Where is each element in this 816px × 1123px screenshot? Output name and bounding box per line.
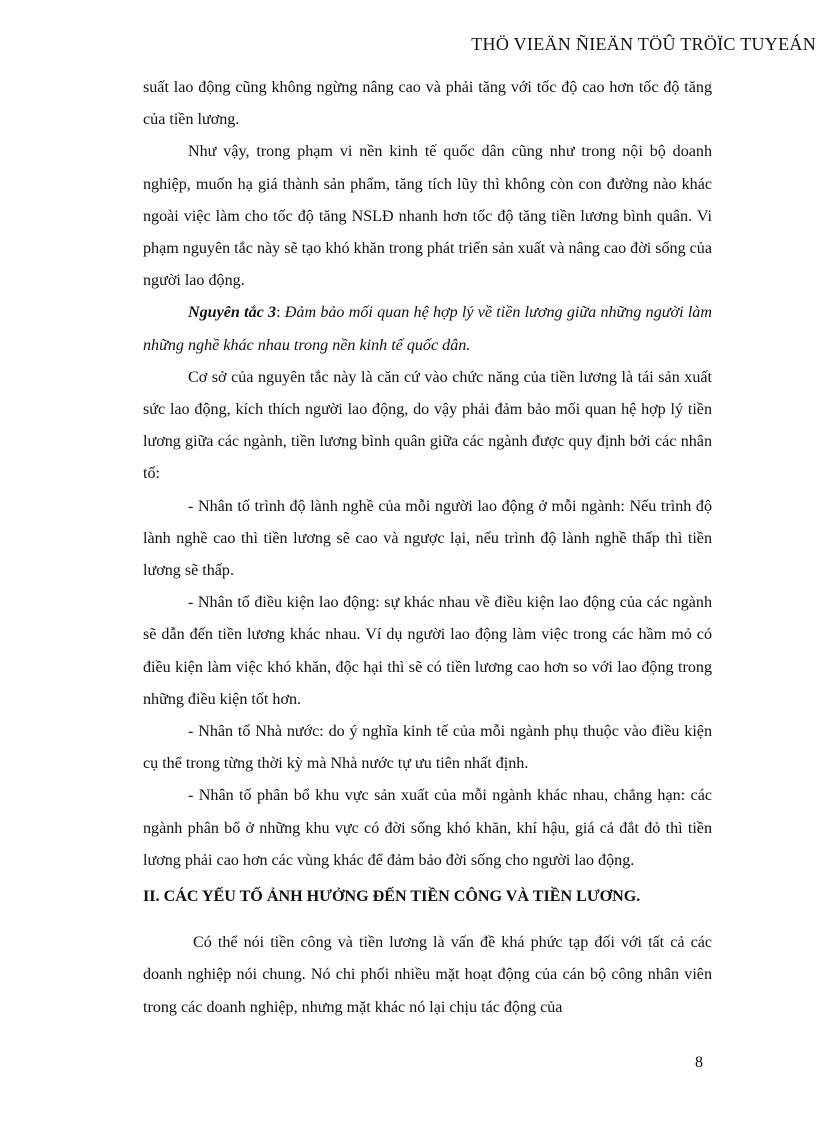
principle-text: Đảm bảo mối quan hệ hợp lý về tiền lương giữa những người làm những nghề khác nhau trong nền kinh tế quốc dân.: [143, 304, 712, 354]
paragraph: suất lao động cũng không ngừng nâng cao và phải tăng với tốc độ cao hơn tốc độ tăng của tiền lương.: [143, 79, 712, 129]
page-header: THÖ VIEÄN ÑIEÄN TÖÛ TRÖÏC TUYEÁN: [471, 34, 816, 54]
principle-separator: :: [276, 304, 285, 322]
paragraph: Như vậy, trong phạm vi nền kinh tế quốc dân cũng như trong nội bộ doanh nghiệp, muốn hạ giá thành sản phẩm, tăng tích lũy thì không còn con đường nào khác ngoài việc làm cho tốc độ tăng NSLĐ nhanh hơn tốc độ tăng tiền lương bình quân. Vi phạm nguyên tắc này sẽ tạo khó khăn trong phát triển sản xuất và nâng cao đời sống của người lao động.: [143, 143, 712, 290]
list-item: - Nhân tố trình độ lành nghề của mỗi người lao động ở mỗi ngành: Nếu trình độ lành nghề cao thì tiền lương sẽ cao và ngược lại, nếu trình độ lành nghề thấp thì tiền lương sẽ thấp.: [143, 497, 712, 580]
page-number: 8: [695, 1054, 703, 1071]
list-item: - Nhân tố Nhà nước: do ý nghĩa kinh tế của mỗi ngành phụ thuộc vào điều kiện cụ thể trong từng thời kỳ mà Nhà nước tự ưu tiên nhất định.: [143, 723, 712, 773]
list-item: - Nhân tố điều kiện lao động: sự khác nhau về điều kiện lao động của các ngành sẽ dẫn đến tiền lương khác nhau. Ví dụ người lao động làm việc trong các hầm mỏ có điều kiện làm việc khó khăn, độc hại thì sẽ có tiền lương cao hơn so với lao động trong những điều kiện tốt hơn.: [143, 594, 712, 708]
section-heading: II. CÁC YẾU TỐ ẢNH HƯỞNG ĐẾN TIỀN CÔNG VÀ TIỀN LƯƠNG.: [143, 888, 641, 906]
paragraph: Cơ sở của nguyên tắc này là căn cứ vào chức năng của tiền lương là tái sản xuất sức lao động, kích thích người lao động, do vậy phải đảm bảo mối quan hệ hợp lý tiền lương giữa các ngành, tiền lương bình quân giữa các ngành được quy định bởi các nhân tố:: [143, 368, 712, 483]
principle-label: Nguyên tắc 3: [188, 304, 277, 322]
document-body: [143, 72, 712, 1024]
list-item: - Nhân tố phân bổ khu vực sản xuất của mỗi ngành khác nhau, chẳng hạn: các ngành phân bổ ở những khu vực có đời sống khó khăn, khí hậu, giá cả đắt đỏ thì tiền lương phải cao hơn các vùng khác để đảm bảo đời sống cho người lao động.: [143, 787, 712, 869]
principle-3-paragraph: [143, 297, 712, 361]
paragraph: Có thể nói tiền công và tiền lương là vấn đề khá phức tạp đối với tất cả các doanh nghiệp nói chung. Nó chi phối nhiều mặt hoạt động của cán bộ công nhân viên trong các doanh nghiệp, nhưng mặt khác nó lại chịu tác động của: [143, 934, 712, 1016]
